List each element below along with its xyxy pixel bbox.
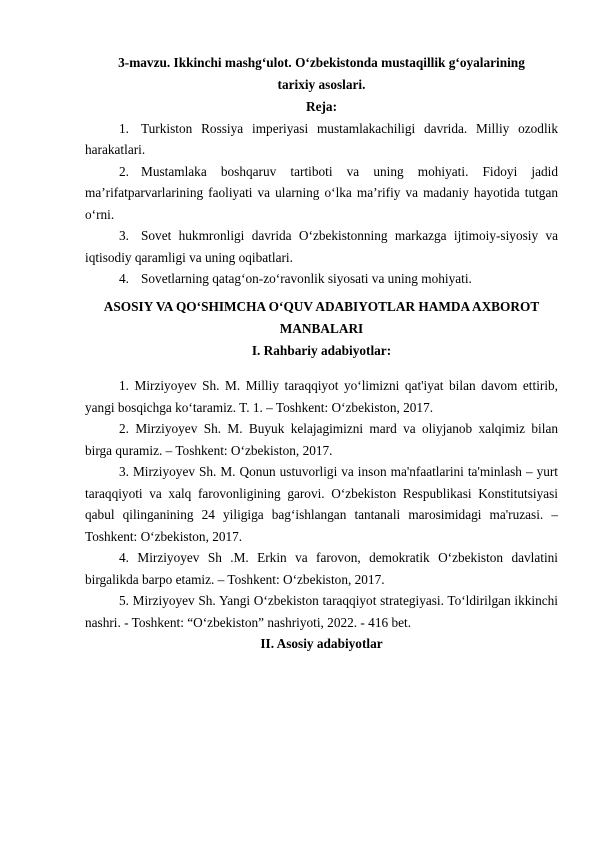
literature-heading-line1: ASOSIY VA QO‘SHIMCHA O‘QUV ADABIYOTLAR HAMDA AXBOROT <box>103 298 540 314</box>
plan-item: 3. Sovet hukmronligi davrida O‘zbekistonning markazga ijtimoiy-siyosiy va iqtisodiy qaramligi va uning oqibatlari. <box>85 228 558 265</box>
plan-item: 4. Sovetlarning qatag‘on-zo‘ravonlik siyosati va uning mohiyati. <box>119 271 472 286</box>
literature-heading <box>85 296 558 340</box>
reference-item: 5. Mirziyoyev Sh. Yangi O‘zbekiston taraqqiyot strategiyasi. To‘ldirilgan ikkinchi nashri. - Toshkent: “O‘zbekiston” nashriyoti, 2022. - 416 bet. <box>85 593 558 630</box>
spacer <box>85 361 558 375</box>
reference-item: 1. Mirziyoyev Sh. M. Milliy taraqqiyot yo‘limizni qat'iyat bilan davom ettirib, yangi bosqichga ko‘taramiz. T. 1. – Toshkent: O‘zbekiston, 2017. <box>85 378 558 415</box>
plan-item: 1. Turkiston Rossiya imperiyasi mustamlakachiligi davrida. Milliy ozodlik harakatlari. <box>85 120 558 157</box>
reference-item: 3. Mirziyoyev Sh. M. Qonun ustuvorligi va inson ma'nfaatlarini ta'minlash – yurt taraqqiyoti va xalq farovonligining garovi. O‘zbekiston Respublikasi Konstitutsiyasi qabul qilinganining 24 yiligiga bag‘ishlangan tantanali marosimidagi ma'ruzasi. – Toshkent: O‘zbekiston, 2017. <box>85 464 558 544</box>
literature-heading-line2: MANBALARI <box>279 320 364 336</box>
topic-title-line2: tarixiy asoslari. <box>277 77 366 92</box>
subsection-main-literature: II. Asosiy adabiyotlar <box>260 636 383 651</box>
plan-heading: Reja: <box>305 99 337 114</box>
document-page <box>85 52 558 655</box>
reference-item: 2. Mirziyoyev Sh. M. Buyuk kelajagimizni mard va oliyjanob xalqimiz bilan birga quramiz. – Toshkent: O‘zbekiston, 2017. <box>85 421 558 458</box>
plan-item: 2. Mustamlaka boshqaruv tartiboti va uning mohiyati. Fidoyi jadid ma’rifatparvarlarining faoliyati va ularning o‘lka ma’rifiy va madaniy hayotida tutgan o‘rni. <box>85 163 558 222</box>
reference-item: 4. Mirziyoyev Sh .M. Erkin va farovon, demokratik O‘zbekiston davlatini birgalikda barpo etamiz. – Toshkent: O‘zbekiston, 2017. <box>85 550 558 587</box>
subsection-guiding-literature: I. Rahbariy adabiyotlar: <box>251 342 392 358</box>
topic-title <box>85 52 558 96</box>
topic-title-line1: 3-mavzu. Ikkinchi mashg‘ulot. O‘zbekistonda mustaqillik g‘oyalarining <box>118 55 525 70</box>
